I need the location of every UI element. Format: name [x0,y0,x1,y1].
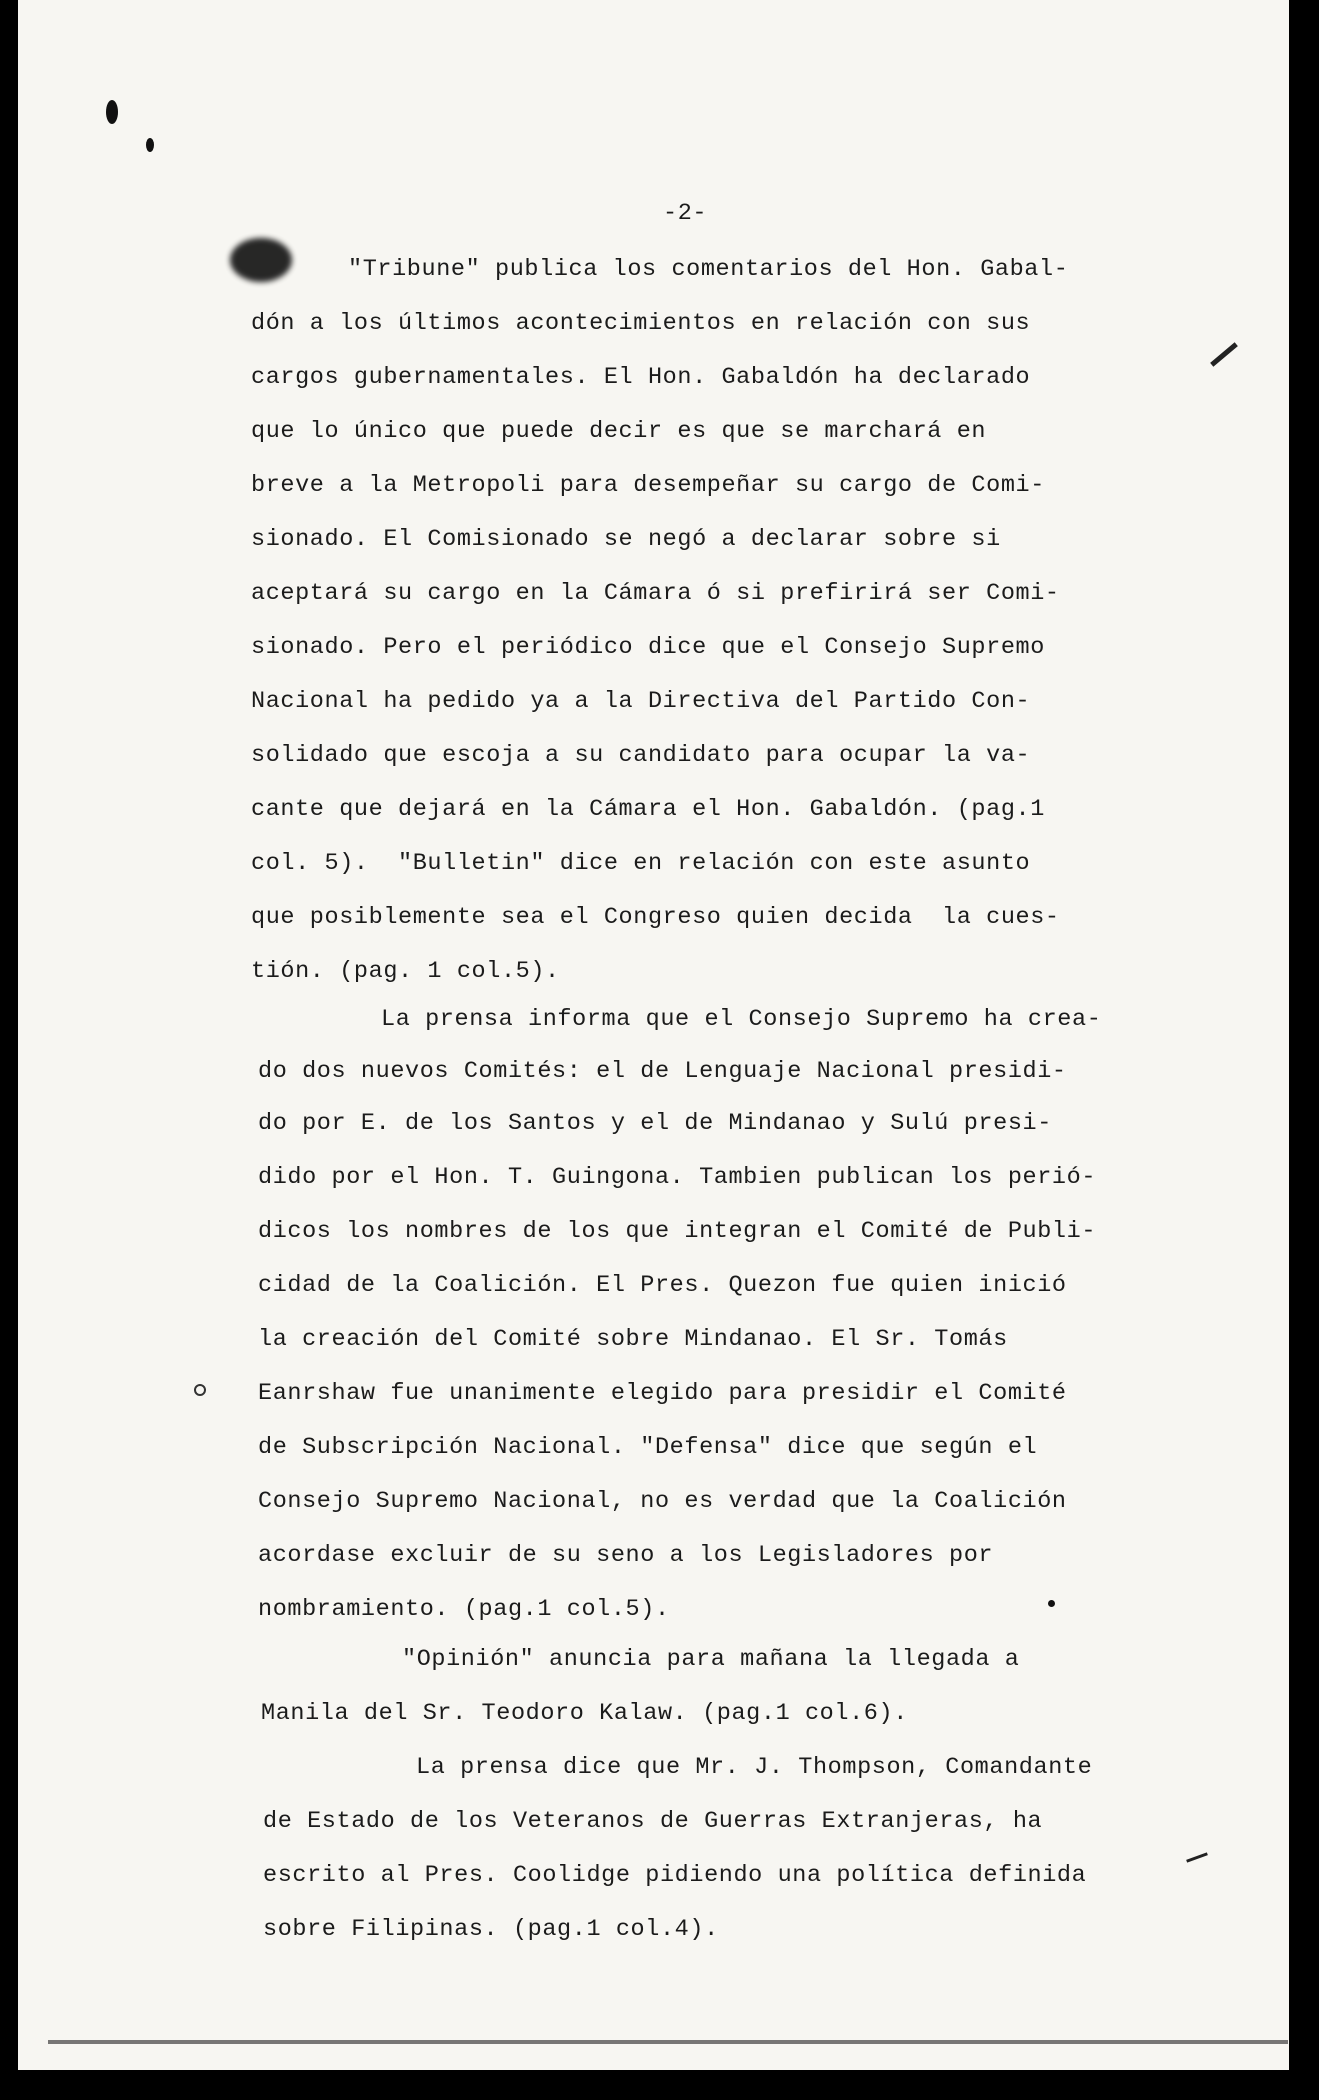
ink-blot-left-small [146,138,154,152]
paragraph-line: cante que dejará en la Cámara el Hon. Gabaldón. (pag.1 [251,796,1045,823]
paragraph-line: acordase excluir de su seno a los Legisladores por [258,1542,994,1569]
paragraph-line: dón a los últimos acontecimientos en relación con sus [251,310,1031,337]
ink-blot-top-left [106,100,118,124]
paragraph-line: solidado que escoja a su candidato para ocupar la va- [251,742,1031,769]
paragraph-line: escrito al Pres. Coolidge pidiendo una política definida [263,1862,1087,1889]
pen-mark-lower-right [1186,1852,1208,1862]
paragraph-line: col. 5). "Bulletin" dice en relación con este asunto [251,850,1031,877]
paragraph-line: sionado. Pero el periódico dice que el Consejo Supremo [251,634,1045,661]
paragraph-line: La prensa informa que el Consejo Supremo ha crea- [381,1006,1102,1033]
paragraph-line: Nacional ha pedido ya a la Directiva del Partido Con- [251,688,1031,715]
scan-border-right [1289,0,1319,2100]
scan-border-bottom [0,2070,1319,2100]
ink-dot-right [1048,1600,1055,1607]
paragraph-line: "Tribune" publica los comentarios del Hon. Gabal- [348,256,1069,283]
paragraph-line: tión. (pag. 1 col.5). [251,958,560,985]
document-page [18,0,1290,2070]
paragraph-line: sobre Filipinas. (pag.1 col.4). [263,1916,719,1943]
paragraph-line: do por E. de los Santos y el de Mindanao y Sulú presi- [258,1110,1052,1137]
paragraph-line: dido por el Hon. T. Guingona. Tambien publican los perió- [258,1164,1097,1191]
paragraph-line: Consejo Supremo Nacional, no es verdad que la Coalición [258,1488,1067,1515]
paragraph-line: do dos nuevos Comités: el de Lenguaje Nacional presidi- [258,1058,1067,1085]
paragraph-line: breve a la Metropoli para desempeñar su cargo de Comi- [251,472,1045,499]
ink-smudge-left [230,238,292,282]
paragraph-line: La prensa dice que Mr. J. Thompson, Comandante [416,1754,1093,1781]
paragraph-line: nombramiento. (pag.1 col.5). [258,1596,670,1623]
paragraph-line: Manila del Sr. Teodoro Kalaw. (pag.1 col.6). [261,1700,908,1727]
paragraph-line: cargos gubernamentales. El Hon. Gabaldón ha declarado [251,364,1031,391]
paragraph-line: sionado. El Comisionado se negó a declarar sobre si [251,526,1001,553]
paragraph-line: que posiblemente sea el Congreso quien decida la cues- [251,904,1060,931]
paragraph-line: "Opinión" anuncia para mañana la llegada a [402,1646,1020,1673]
paragraph-line: la creación del Comité sobre Mindanao. El Sr. Tomás [258,1326,1008,1353]
ink-dot-left-margin [194,1384,206,1396]
paragraph-line: aceptará su cargo en la Cámara ó si prefirirá ser Comi- [251,580,1060,607]
paragraph-line: cidad de la Coalición. El Pres. Quezon fue quien inició [258,1272,1067,1299]
pen-mark-right [1210,342,1238,366]
paragraph-line: de Subscripción Nacional. "Defensa" dice que según el [258,1434,1038,1461]
paragraph-line: de Estado de los Veteranos de Guerras Extranjeras, ha [263,1808,1043,1835]
torn-edge-bottom [48,2040,1288,2044]
paragraph-line: Eanrshaw fue unanimente elegido para presidir el Comité [258,1380,1067,1407]
page-number: -2- [663,200,708,227]
paragraph-line: que lo único que puede decir es que se marchará en [251,418,987,445]
paragraph-line: dicos los nombres de los que integran el Comité de Publi- [258,1218,1097,1245]
